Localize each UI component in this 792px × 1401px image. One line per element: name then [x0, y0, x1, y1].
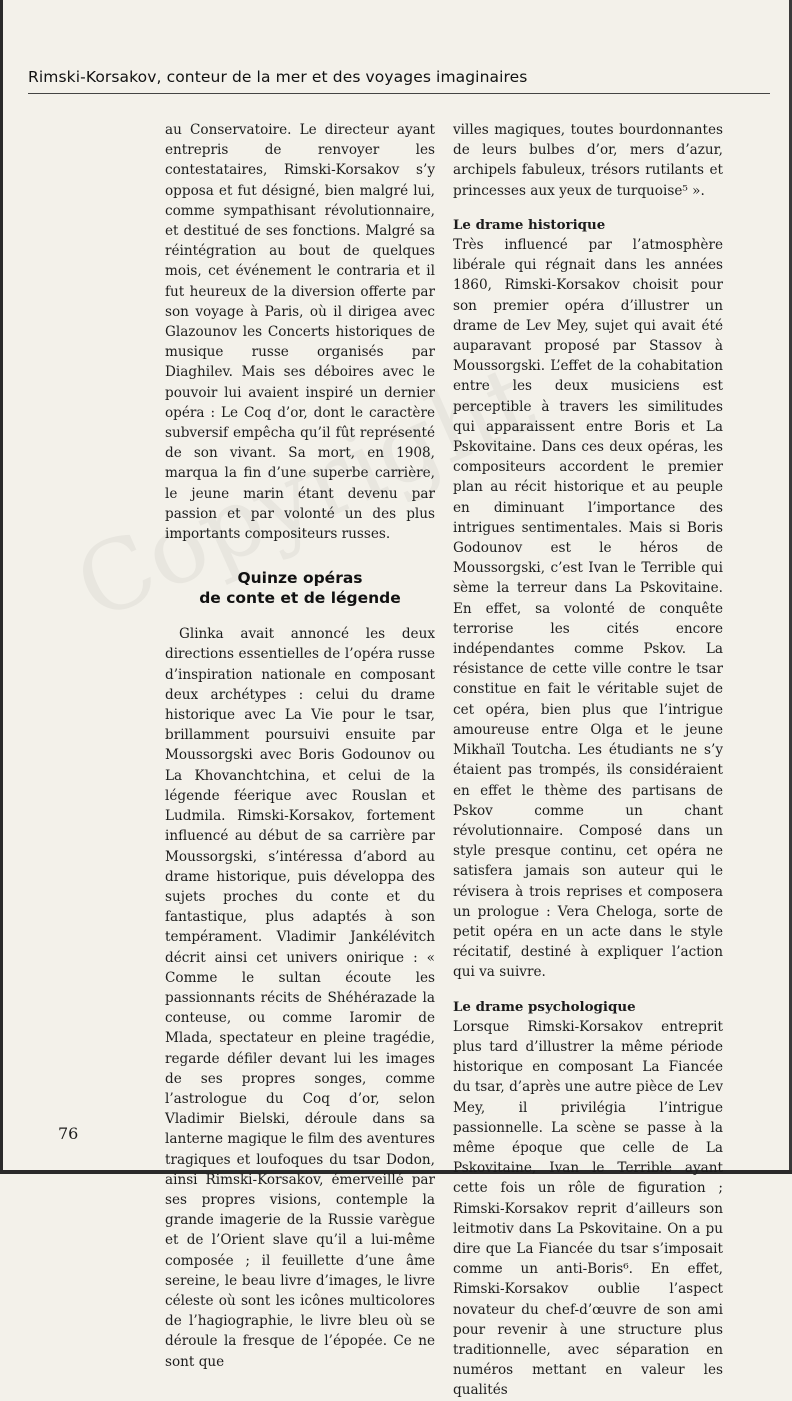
- section-title: [165, 568, 435, 608]
- page-number: 76: [58, 1124, 79, 1143]
- paragraph: Très influencé par l’atmosphère libérale qui régnait dans les années 1860, Rimski-Korsakov choisit pour son premier opéra d’illustrer un drame de Lev Mey, sujet qui avait été auparavant proposé par Stassov à Moussorgski. L’effet de la cohabitation entre les deux musiciens est perceptible à travers les similitudes qui apparaissent entre Boris et La Pskovitaine. Dans ces deux opéras, les compositeurs accordent le premier plan au récit historique et au peuple en diminuant l’importance des intrigues sentimentales. Mais si Boris Godounov est le héros de Moussorgski, c’est Ivan le Terrible qui sème la terreur dans La Pskovitaine. En effet, sa volonté de conquête terrorise les cités encore indépendantes comme Pskov. La résistance de cette ville contre le tsar constitue en fait le véritable sujet de cet opéra, bien plus que l’intrigue amoureuse entre Olga et le jeune Mikhaïl Toutcha. Les étudiants ne s’y étaient pas trompés, ils considéraient en effet le thème des partisans de Pskov comme un chant révolutionnaire. Composé dans un style presque continu, cet opéra ne satisfera jamais son auteur qui le révisera à trois reprises et composera un prologue : Vera Cheloga, sorte de petit opéra en un acte dans le style récitatif, destiné à expliquer l’action qui va suivre.: [453, 237, 723, 981]
- header-rule: [28, 93, 770, 94]
- running-header: Rimski-Korsakov, conteur de la mer et des voyages imaginaires: [28, 68, 528, 86]
- right-column: [453, 120, 723, 1401]
- left-column: [165, 120, 435, 1372]
- subheading: Le drame historique: [453, 216, 606, 233]
- scan-edge-left: [0, 0, 3, 1174]
- paragraph: Glinka avait annoncé les deux directions essentielles de l’opéra russe d’inspiration nationale en composant deux archétypes : celui du drame historique avec La Vie pour le tsar, brillamment poursuivi ensuite par Moussorgski avec Boris Godounov ou La Khovanchtchina, et celui de la légende féerique avec Rouslan et Ludmila. Rimski-Korsakov, fortement influencé au début de sa carrière par Moussorgski, s’intéressa d’abord au drame historique, puis développa des sujets proches du conte et du fantastique, plus adaptés à son tempérament. Vladimir Jankélévitch décrit ainsi cet univers onirique : « Comme le sultan écoute les passionnants récits de Shéhérazade la conteuse, ou comme Iaromir de Mlada, spectateur en pleine tragédie, regarde défiler devant lui les images de ses propres songes, comme l’astrologue du Coq d’or, selon Vladimir Bielski, déroule dans sa lanterne magique le film des aventures tragiques et loufoques du tsar Dodon, ainsi Rimski-Korsakov, émerveillé par ses propres visions, contemple la grande imagerie de la Russie varègue et de l’Orient slave qu’il a lui-même composée ; il feuillette d’une âme sereine, le beau livre d’images, le livre céleste où sont les icônes multicolores de l’hagiographie, le livre bleu où se déroule la fresque de l’épopée. Ce ne sont que: [165, 626, 435, 1370]
- paragraph: Lorsque Rimski-Korsakov entreprit plus tard d’illustrer la même période historique en composant La Fiancée du tsar, d’après une autre pièce de Lev Mey, il privilégia l’intrigue passionnelle. La scène se passe à la même époque que celle de La Pskovitaine, Ivan le Terrible ayant cette fois un rôle de figuration ; Rimski-Korsakov reprit d’ailleurs son leitmotiv dans La Pskovitaine. On a pu dire que La Fiancée du tsar s’imposait comme un anti-Boris⁶. En effet, Rimski-Korsakov oublie l’aspect novateur du chef-d’œuvre de son ami pour revenir à une structure plus traditionnelle, avec séparation en numéros mettant en valeur les qualités: [453, 1018, 723, 1399]
- section-title-line: Quinze opéras: [237, 569, 363, 588]
- section-title-line: de conte et de légende: [199, 589, 401, 608]
- paragraph: villes magiques, toutes bourdonnantes de leurs bulbes d’or, mers d’azur, archipels fabuleux, trésors rutilants et princesses aux yeux de turquoise⁵ ».: [453, 122, 723, 199]
- subheading: Le drame psychologique: [453, 998, 636, 1015]
- paragraph: au Conservatoire. Le directeur ayant entrepris de renvoyer les contestataires, Rimski-Korsakov s’y opposa et fut désigné, bien malgré lui, comme sympathisant révolutionnaire, et destitué de ses fonctions. Malgré sa réintégration au bout de quelques mois, cet événement le contraria et il fut heureux de la diversion offerte par son voyage à Paris, où il dirigea avec Glazounov les Concerts historiques de musique russe organisés par Diaghilev. Mais ses déboires avec le pouvoir lui avaient inspiré un dernier opéra : Le Coq d’or, dont le caractère subversif empêcha qu’il fût représenté de son vivant. Sa mort, en 1908, marqua la fin d’une superbe carrière, le jeune marin étant devenu par passion et par volonté un des plus importants compositeurs russes.: [165, 122, 435, 543]
